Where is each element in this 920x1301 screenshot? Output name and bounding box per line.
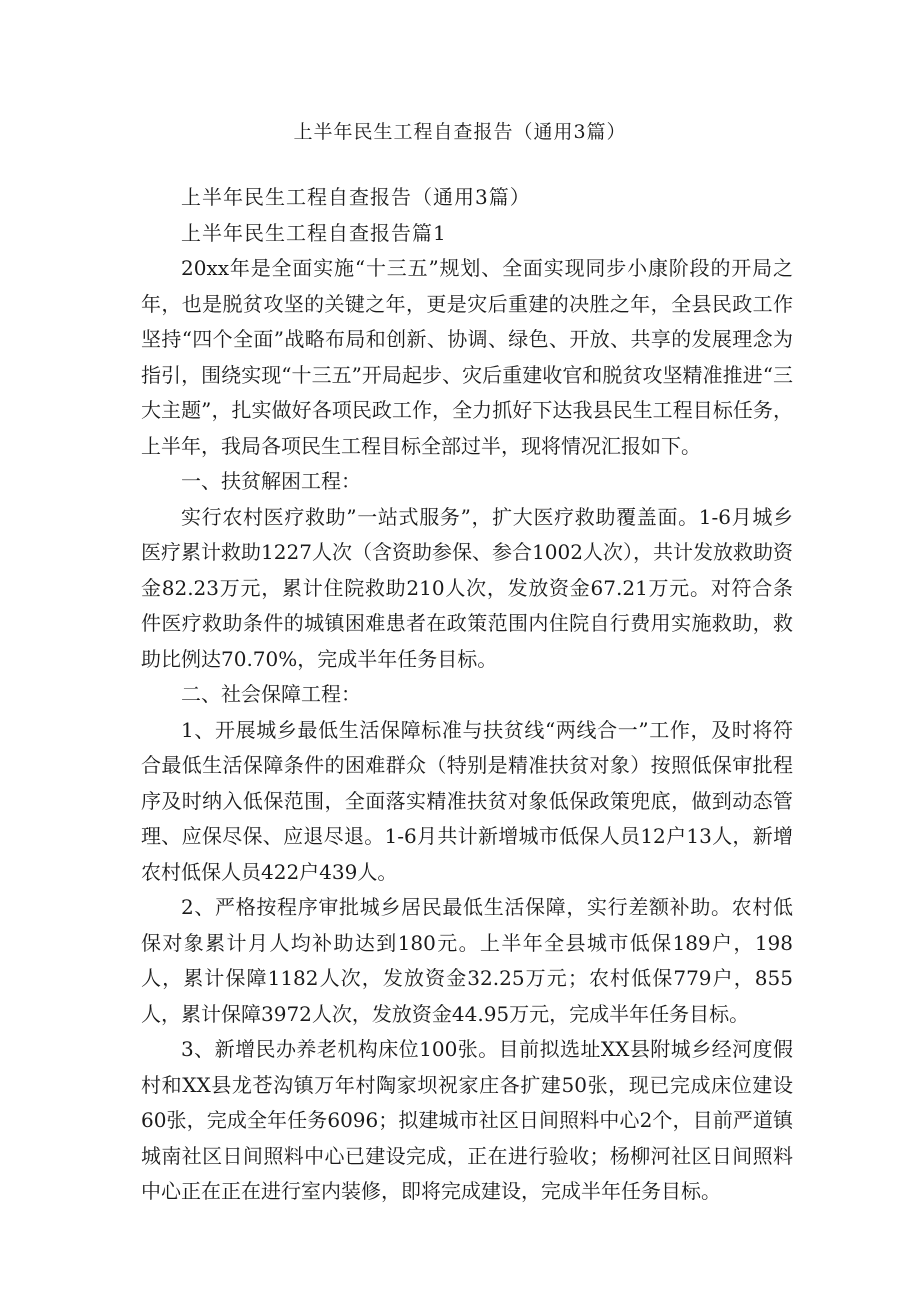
elderly-care-paragraph: 3、新增民办养老机构床位100张。目前拟选址XX县附城乡经河度假村和XX县龙苍沟镇万年村陶家坝祝家庄各扩建50张，现已完成床位建设60张，完成全年任务6096；拟建城市社区日间照料中心2个，目前严道镇城南社区日间照料中心已建设完成，正在进行验收；杨柳河社区日间照料中心正在正在进行室内装修，即将完成建设，完成半年任务目标。 <box>141 1037 793 1203</box>
minimum-living-paragraph: 1、开展城乡最低生活保障标准与扶贫线“两线合一”工作，及时将符合最低生活保障条件的困难群众（特别是精准扶贫对象）按照低保审批程序及时纳入低保范围，全面落实精准扶贫对象低保政策兜底，做到动态管理、应保尽保、应退尽退。1-6月共计新增城市低保人员12户13人，新增农村低保人员422户439人。 <box>141 717 793 884</box>
section-heading-poverty-relief: 一、扶贫解困工程： <box>181 469 361 493</box>
medical-aid-paragraph: 实行农村医疗救助”一站式服务”，扩大医疗救助覆盖面。1-6月城乡医疗累计救助1227人次（含资助参保、参合1002人次），共计发放救助资金82.23万元，累计住院救助210人次，发放资金67.21万元。对符合条件医疗救助条件的城镇困难患者在政策范围内住院自行费用实施救助，救助比例达70.70%，完成半年任务目标。 <box>141 504 793 671</box>
body-title: 上半年民生工程自查报告（通用3篇） <box>181 185 531 209</box>
document-title: 上半年民生工程自查报告（通用3篇） <box>293 121 627 143</box>
intro-paragraph: 20xx年是全面实施“十三五”规划、全面实现同步小康阶段的开局之年，也是脱贫攻坚的关键之年，更是灾后重建的决胜之年，全县民政工作坚持“四个全面”战略布局和创新、协调、绿色、开放、共享的发展理念为指引，围绕实现“十三五”开局起步、灾后重建收官和脱贫攻坚精准推进“三大主题”，扎实做好各项民政工作，全力抓好下达我县民生工程目标任务，上半年，我局各项民生工程目标全部过半，现将情况汇报如下。 <box>141 256 793 458</box>
approval-paragraph: 2、严格按程序审批城乡居民最低生活保障，实行差额补助。农村低保对象累计月人均补助达到180元。上半年全县城市低保189户，198人，累计保障1182人次，发放资金32.25万元；农村低保779户，855人，累计保障3972人次，发放资金44.95万元，完成半年任务目标。 <box>141 895 793 1026</box>
section-heading-part1: 上半年民生工程自查报告篇1 <box>181 220 447 245</box>
document-body <box>141 180 793 1210</box>
section-heading-social-security: 二、社会保障工程： <box>181 682 361 706</box>
